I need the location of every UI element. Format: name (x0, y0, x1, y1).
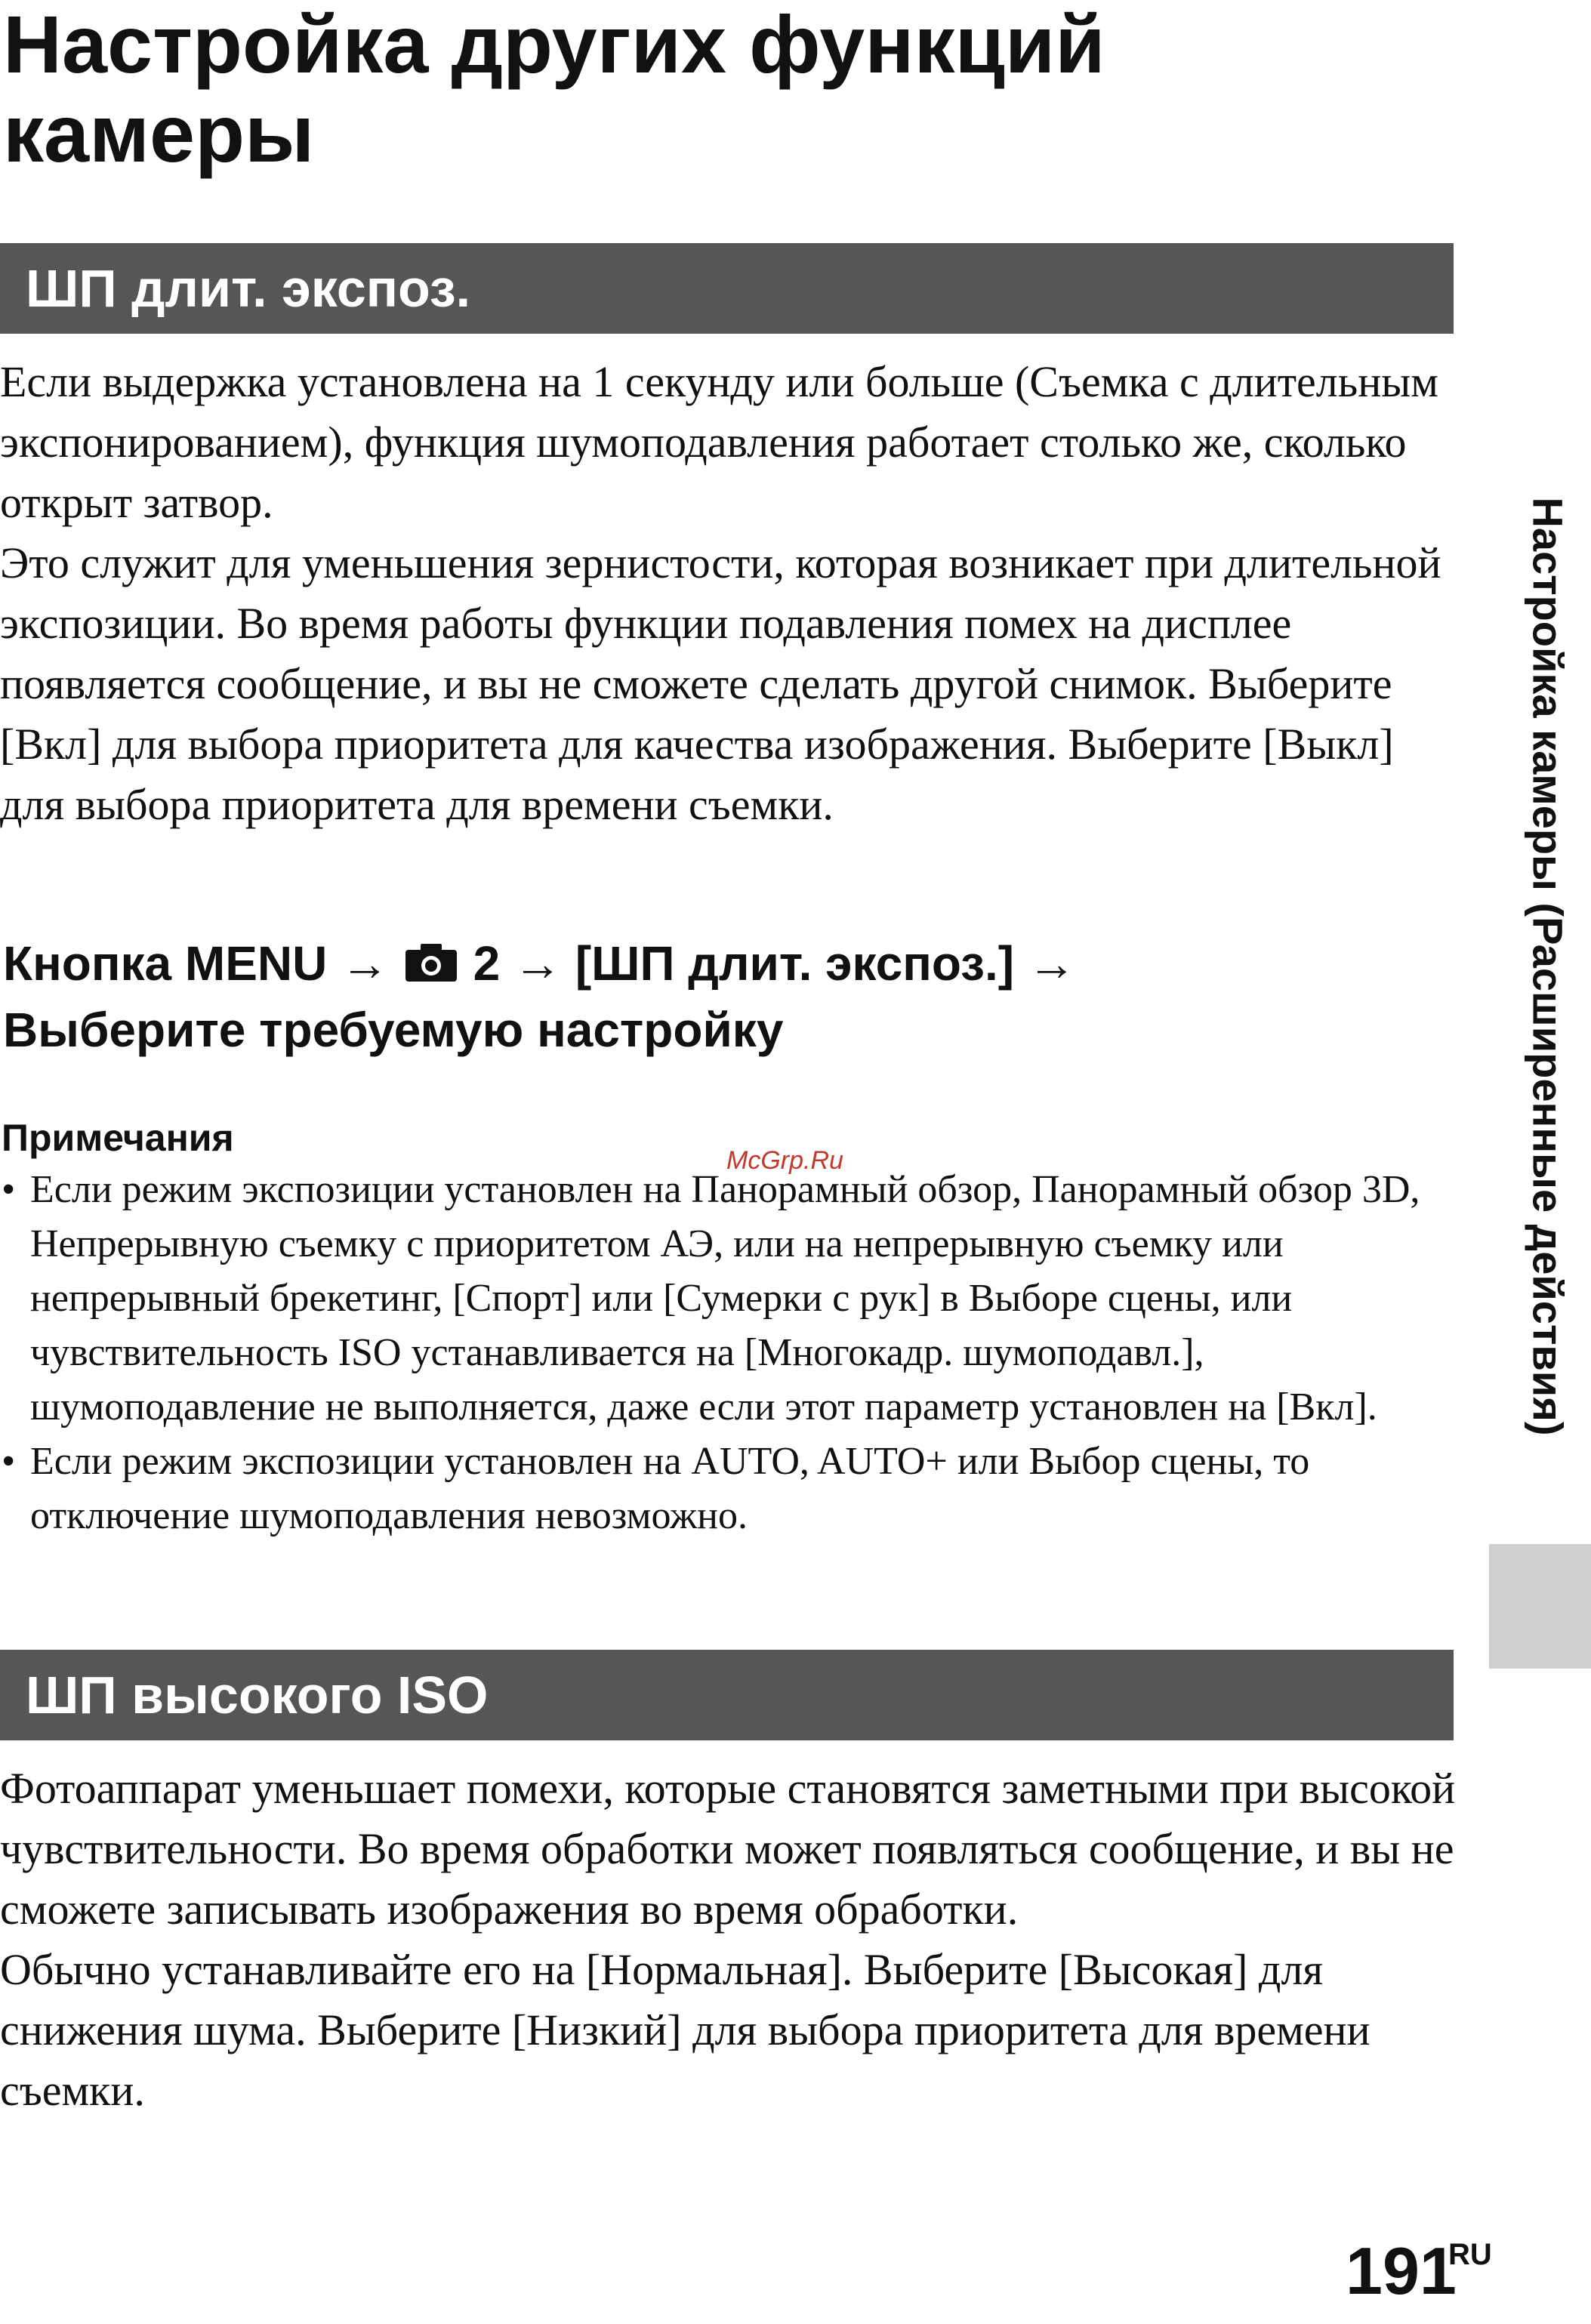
notes-list (0, 1163, 1457, 1543)
menu-path-part: 2 → [ШП длит. экспоз.] → (473, 936, 1076, 991)
page-title: Настройка других функций камеры (3, 0, 1105, 179)
page-language-suffix: RU (1448, 2238, 1492, 2271)
camera-icon (402, 941, 460, 983)
paragraph: Фотоаппарат уменьшает помехи, которые становятся заметными при высокой чувствительности. Во время обработки может появляться сообщение, и вы не сможете записывать изображения во время обработки. (0, 1764, 1456, 1934)
note-text: Если режим экспозиции установлен на Панорамный обзор, Панорамный обзор 3D, Непрерывную съемку с приоритетом АЭ, или на непрерывную съемку или непрерывный брекетинг, [Спорт] или [Сумерки с рук] в Выборе сцены, или чувствительность ISO устанавливается на [Многокадр. шумоподавл.], шумоподавление не выполняется, даже если этот параметр установлен на [Вкл]. (30, 1168, 1420, 1429)
menu-path-instruction (3, 930, 1438, 1063)
section-body-high-iso-nr (0, 1758, 1457, 2121)
note-text: Если режим экспозиции установлен на AUTO, AUTO+ или Выбор сцены, то отключение шумоподавления невозможно. (30, 1440, 1310, 1537)
paragraph: Обычно устанавливайте его на [Нормальная]. Выберите [Высокая] для снижения шума. Выберите [Низкий] для выбора приоритета для времени съемки. (0, 1945, 1371, 2115)
section-heading-high-iso-nr: ШП высокого ISO (0, 1650, 1454, 1740)
menu-path-part: Выберите требуемую настройку (3, 1003, 784, 1057)
section-body-long-exposure-nr (0, 352, 1457, 835)
notes-heading: Примечания (2, 1117, 234, 1159)
section-heading-long-exposure-nr: ШП длит. экспоз. (0, 243, 1454, 334)
paragraph: Если выдержка установлена на 1 секунду или больше (Съемка с длительным экспонированием), функция шумоподавления работает столько же, сколько открыт затвор. (0, 357, 1438, 527)
page-number: 191 (1346, 2233, 1457, 2308)
side-tab-marker (1489, 1544, 1591, 1669)
paragraph: Это служит для уменьшения зернистости, которая возникает при длительной экспозиции. Во время работы функции подавления помех на дисплее появляется сообщение, и вы не сможете сделать другой снимок. Выберите [Вкл] для выбора приоритета для качества изображения. Выберите [Выкл] для выбора приоритета для времени съемки. (0, 538, 1441, 829)
list-item: • Если режим экспозиции установлен на Панорамный обзор, Панорамный обзор 3D, Непрерывную съемку с приоритетом АЭ, или на непрерывную съемку или непрерывный брекетинг, [Спорт] или [Сумерки с рук] в Выборе сцены, или чувствительность ISO устанавливается на [Многокадр. шумоподавл.], шумоподавление не выполняется, даже если этот параметр установлен на [Вкл]. (2, 1168, 1420, 1429)
menu-path-part: Кнопка MENU → (3, 936, 390, 991)
side-tab-label: Настройка камеры (Расширенные действия) (1524, 497, 1572, 1436)
watermark: McGrp.Ru (726, 1146, 843, 1175)
list-item: • Если режим экспозиции установлен на AUTO, AUTO+ или Выбор сцены, то отключение шумоподавления невозможно. (2, 1440, 1310, 1537)
